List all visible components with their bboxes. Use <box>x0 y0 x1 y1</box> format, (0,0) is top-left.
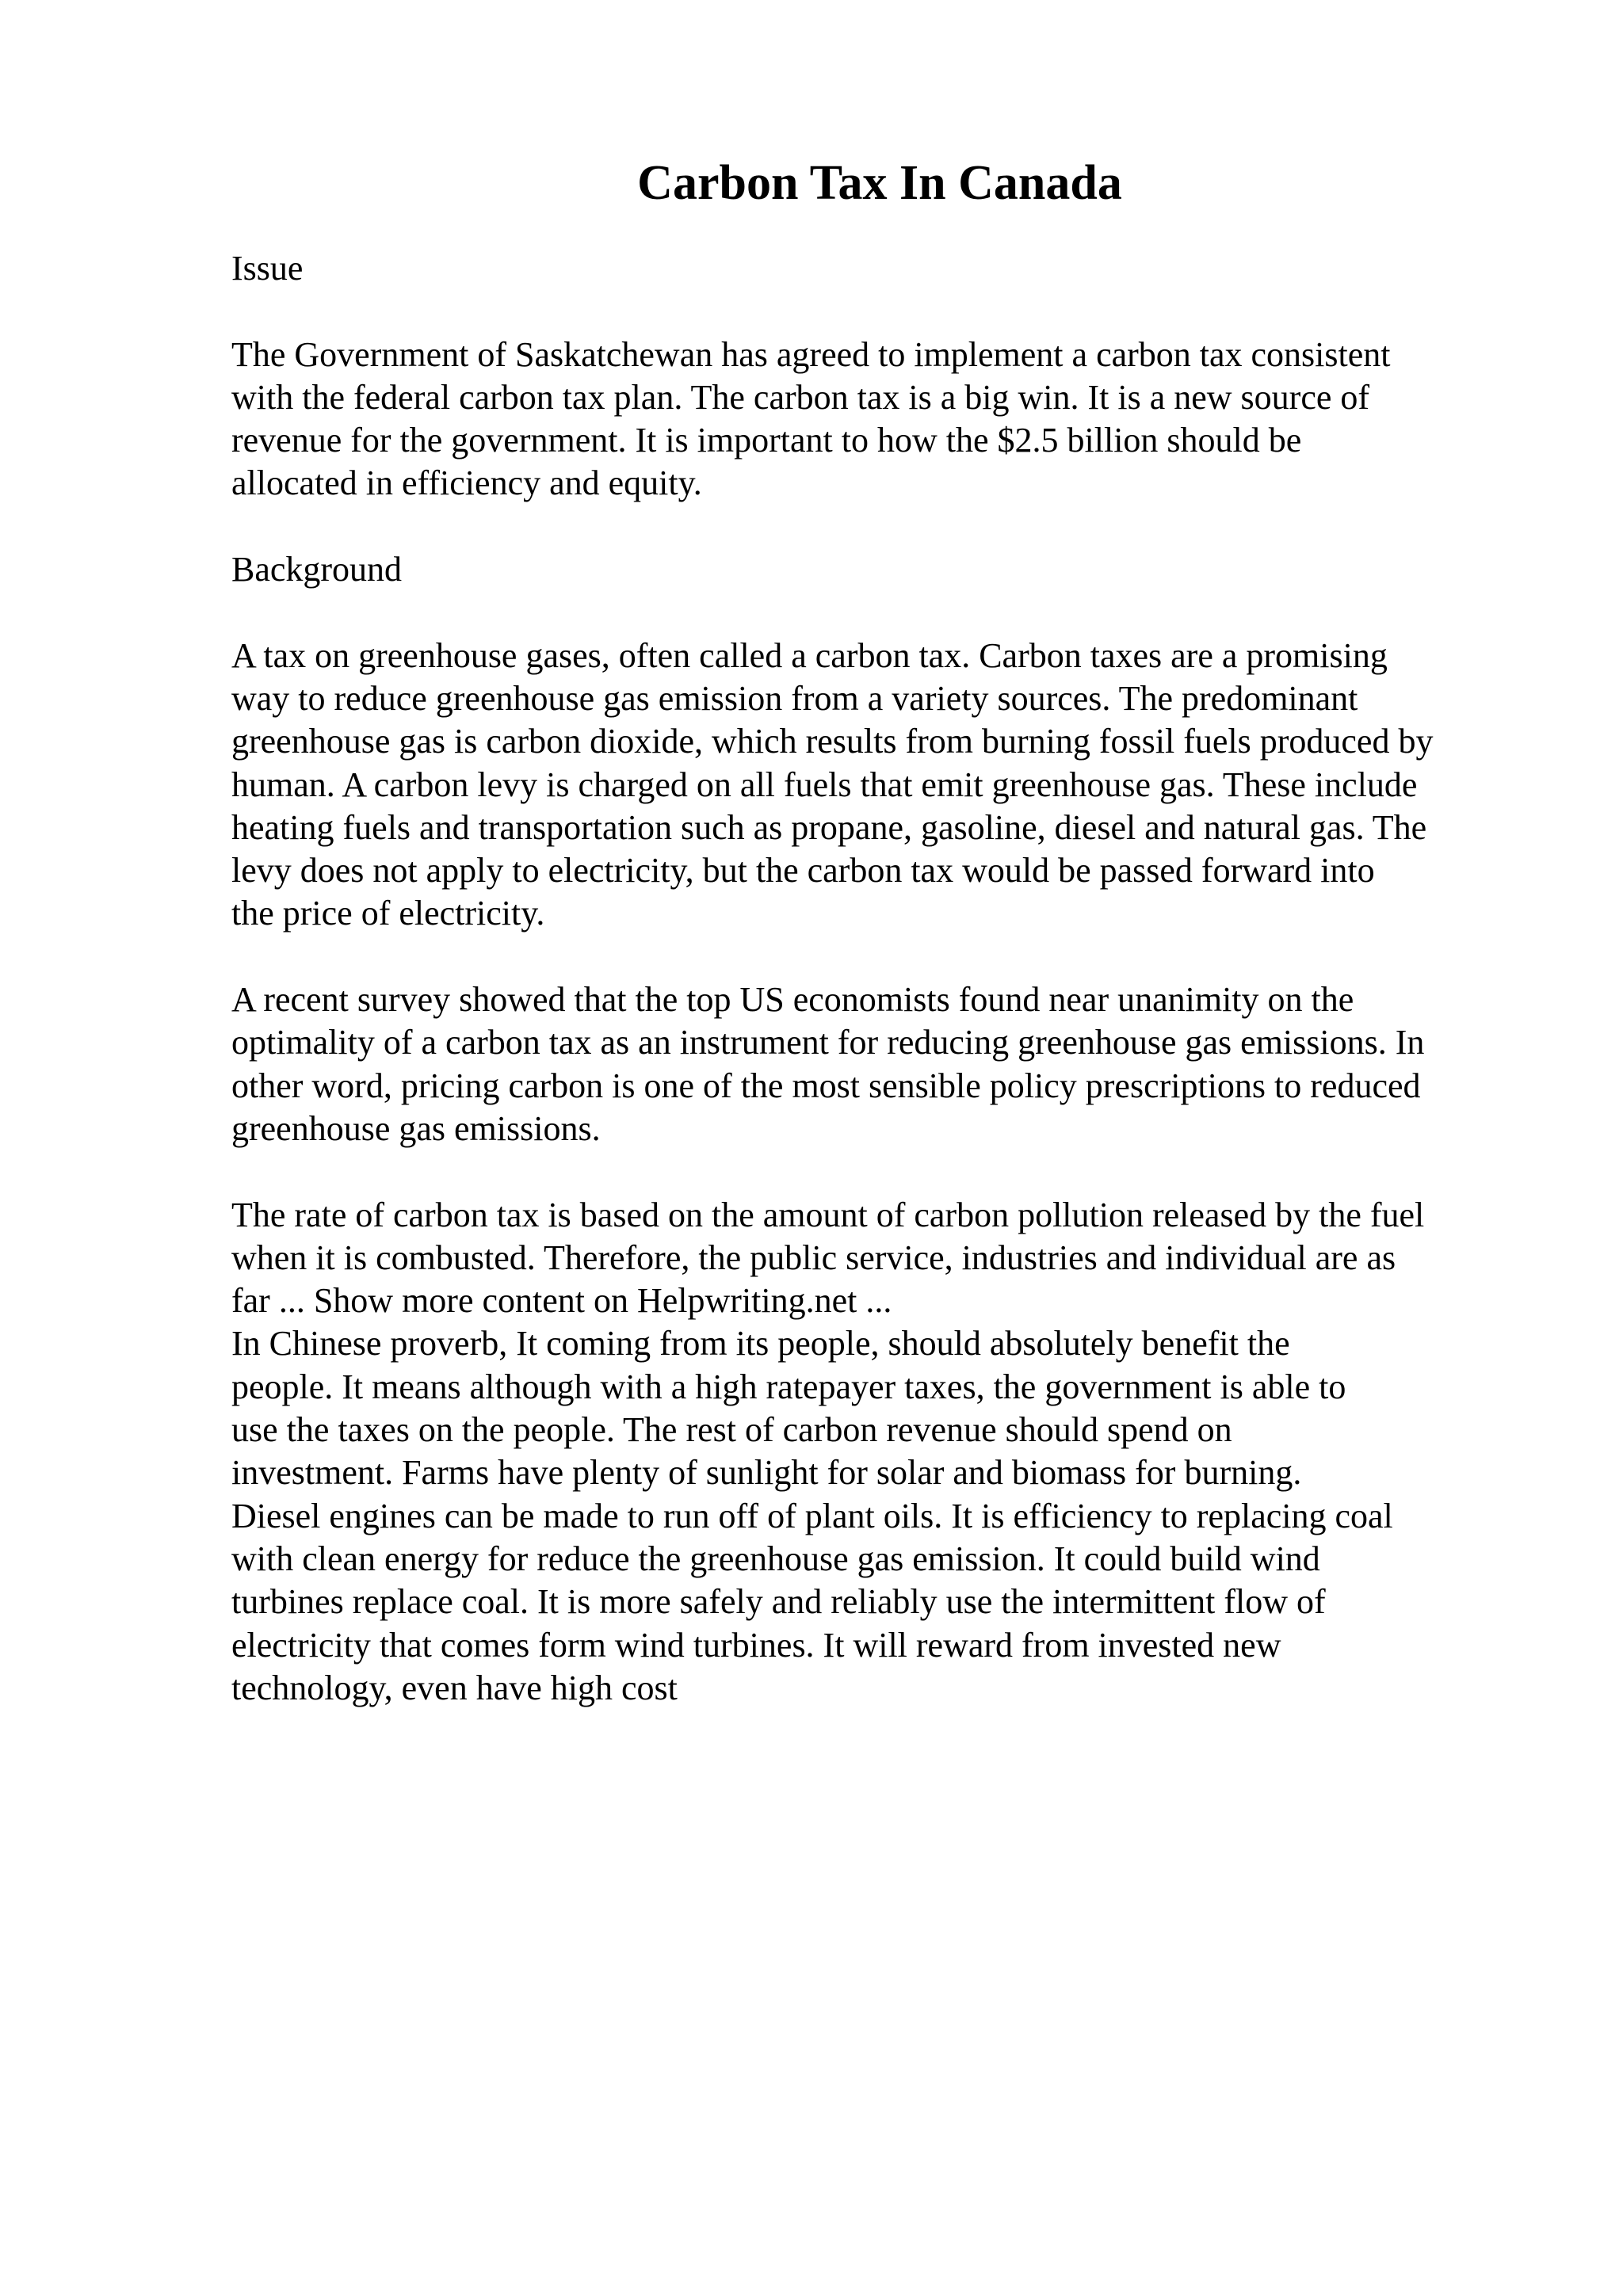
text-line: A tax on greenhouse gases, often called a carbon tax. Carbon taxes are a promising <box>231 635 1388 675</box>
text-line: investment. Farms have plenty of sunlight for solar and biomass for burning. <box>231 1453 1302 1493</box>
text-line: greenhouse gas emissions. <box>231 1108 601 1148</box>
text-line: far ... Show more content on Helpwriting.net ... <box>231 1281 892 1321</box>
paragraph-spacer <box>231 591 1579 634</box>
paragraph-issue <box>231 334 1579 505</box>
text-line: human. A carbon levy is charged on all fuels that emit greenhouse gas. These include <box>231 765 1418 804</box>
text-line: allocated in efficiency and equity. <box>231 463 702 503</box>
text-line: The rate of carbon tax is based on the amount of carbon pollution released by the fuel <box>231 1195 1425 1234</box>
section-heading-issue: Issue <box>231 249 304 288</box>
document-body <box>231 247 1579 1710</box>
text-line: revenue for the government. It is important to how the $2.5 billion should be <box>231 421 1302 460</box>
paragraph-spacer <box>231 290 1579 333</box>
text-line: levy does not apply to electricity, but the carbon tax would be passed forward into <box>231 851 1375 891</box>
text-line: In Chinese proverb, It coming from its people, should absolutely benefit the <box>231 1324 1290 1363</box>
paragraph-spacer <box>231 1150 1579 1193</box>
text-line: The Government of Saskatchewan has agreed to implement a carbon tax consistent <box>231 334 1391 374</box>
text-line: heating fuels and transportation such as propane, gasoline, diesel and natural gas. The <box>231 807 1427 847</box>
paragraph-background-1 <box>231 635 1579 936</box>
text-line: way to reduce greenhouse gas emission from a variety sources. The predominant <box>231 678 1358 718</box>
text-line: A recent survey showed that the top US economists found near unanimity on the <box>231 980 1354 1020</box>
text-line: other word, pricing carbon is one of the most sensible policy prescriptions to reduced <box>231 1066 1421 1105</box>
text-line: turbines replace coal. It is more safely and reliably use the intermittent flow of <box>231 1582 1326 1622</box>
paragraph-spacer <box>231 505 1579 548</box>
paragraph-background-2 <box>231 978 1579 1150</box>
paragraph-spacer <box>231 936 1579 978</box>
text-line: with clean energy for reduce the greenhouse gas emission. It could build wind <box>231 1539 1320 1578</box>
text-line: electricity that comes form wind turbines. It will reward from invested new <box>231 1625 1281 1665</box>
text-line: when it is combusted. Therefore, the public service, industries and individual are as <box>231 1238 1396 1277</box>
text-line: with the federal carbon tax plan. The carbon tax is a big win. It is a new source of <box>231 377 1370 417</box>
text-line: the price of electricity. <box>231 894 545 933</box>
section-heading-background: Background <box>231 550 403 589</box>
text-line: technology, even have high cost <box>231 1668 678 1707</box>
text-line: greenhouse gas is carbon dioxide, which results from burning fossil fuels produced by <box>231 722 1434 761</box>
text-line: people. It means although with a high ratepayer taxes, the government is able to <box>231 1367 1346 1406</box>
document-title: Carbon Tax In Canada <box>637 156 1122 210</box>
paragraph-background-3 <box>231 1194 1579 1711</box>
text-line: use the taxes on the people. The rest of carbon revenue should spend on <box>231 1410 1232 1450</box>
text-line: Diesel engines can be made to run off of plant oils. It is efficiency to replacing coal <box>231 1496 1393 1535</box>
text-line: optimality of a carbon tax as an instrument for reducing greenhouse gas emissions. In <box>231 1023 1425 1062</box>
